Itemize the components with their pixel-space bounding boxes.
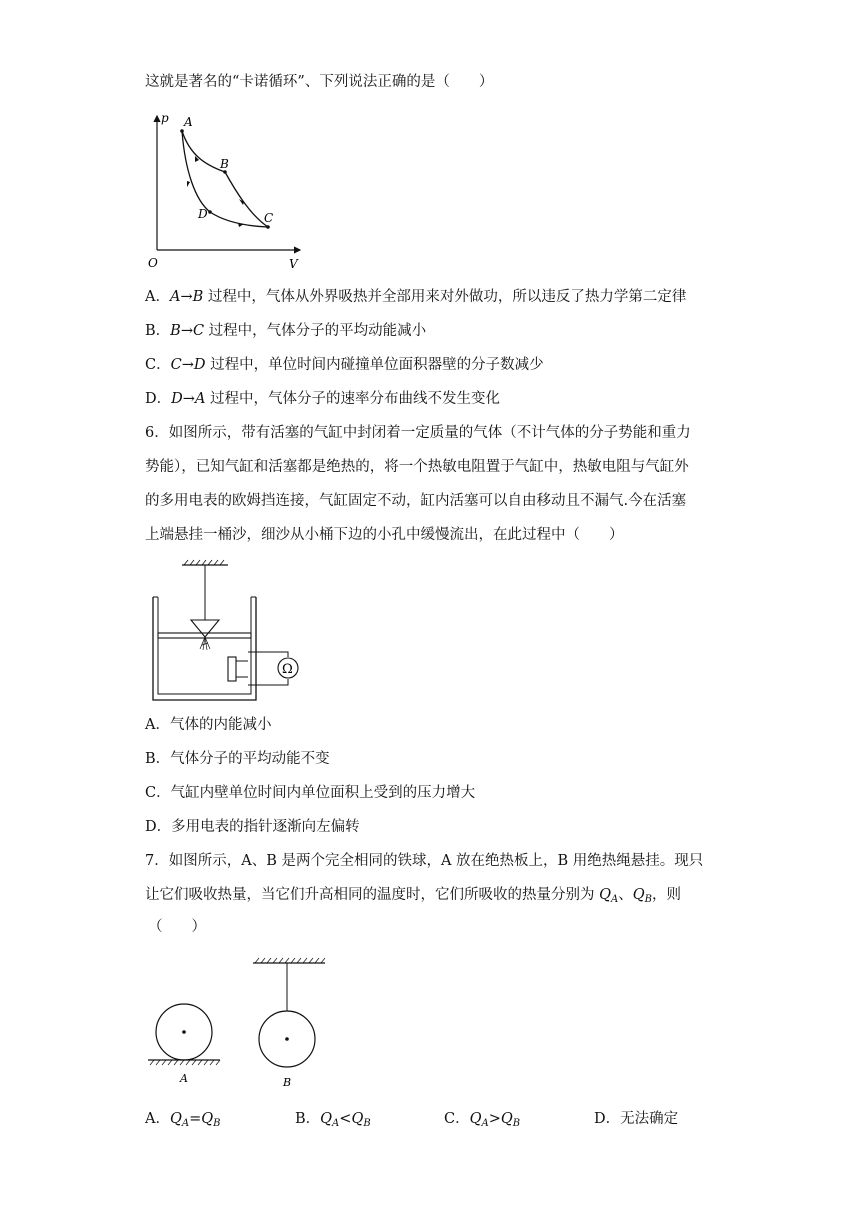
question-intro: 这就是著名的“卡诺循环”、下列说法正确的是（ ） xyxy=(145,74,494,90)
ball-b-center xyxy=(285,1037,289,1041)
y-axis-label: p xyxy=(161,111,169,125)
cylinder-diagram xyxy=(148,557,318,704)
q7-option-d[interactable]: D．无法确定 xyxy=(594,1111,679,1127)
ball-a-center xyxy=(182,1030,186,1034)
label-ball-b: B xyxy=(283,1076,292,1089)
q5-option-c[interactable]: C．C→D 过程中，单位时间内碰撞单位面积器壁的分子数减少 xyxy=(145,357,544,373)
ceiling-b-hatch xyxy=(255,958,325,963)
wire xyxy=(236,661,248,677)
arrow-cd xyxy=(238,223,244,227)
plate-hatch xyxy=(150,1060,220,1065)
q6-stem-line-3: 的多用电表的欧姆挡连接，气缸固定不动，缸内活塞可以自由移动且不漏气.今在活塞 xyxy=(145,493,687,509)
point-a xyxy=(180,129,184,133)
q5-option-b[interactable]: B．B→C 过程中，气体分子的平均动能减小 xyxy=(145,323,427,339)
thermistor xyxy=(228,657,236,681)
label-b: B xyxy=(220,157,229,171)
curve-abc xyxy=(182,131,268,227)
point-c xyxy=(266,225,270,229)
q6-option-c[interactable]: C．气缸内壁单位时间内单位面积上受到的压力增大 xyxy=(145,785,476,801)
label-ball-a: A xyxy=(180,1072,188,1085)
q7-answer-paren: （ ） xyxy=(148,919,206,935)
q7-option-c[interactable]: C．$Q_A>Q_B$ xyxy=(444,1111,521,1129)
q7-stem-line-1: 7．如图所示，A、B 是两个完全相同的铁球，A 放在绝热板上，B 用绝热绳悬挂。现只 xyxy=(145,853,704,869)
ohm-symbol: Ω xyxy=(282,662,293,677)
q6-stem-line-1: 6．如图所示，带有活塞的气缸中封闭着一定质量的气体（不计气体的分子势能和重力 xyxy=(145,425,691,441)
arrow-bc xyxy=(239,199,244,205)
ceiling-hatch xyxy=(184,560,224,565)
arrow-da xyxy=(187,181,190,187)
q5-option-a[interactable]: A．A→B 过程中，气体从外界吸热并全部用来对外做功，所以违反了热力学第二定律 xyxy=(145,289,687,305)
q6-stem-line-4: 上端悬挂一桶沙，细沙从小桶下边的小孔中缓慢流出，在此过程中（ ） xyxy=(145,527,624,543)
label-a: A xyxy=(184,115,193,129)
point-d xyxy=(208,210,212,214)
q7-option-b[interactable]: B．$Q_A<Q_B$ xyxy=(295,1111,371,1129)
x-axis-label: V xyxy=(289,257,298,271)
q7-stem-line-2: 让它们吸收热量，当它们升高相同的温度时，它们所吸收的热量分别为 $Q_A$、$Q_B$，则 xyxy=(145,887,681,905)
q6-option-d[interactable]: D．多用电表的指针逐渐向左偏转 xyxy=(145,819,360,835)
q7-option-a[interactable]: A．$Q_A=Q_B$ xyxy=(145,1111,221,1129)
pv-diagram xyxy=(140,110,310,275)
q5-option-d[interactable]: D．D→A 过程中，气体分子的速率分布曲线不发生变化 xyxy=(145,391,501,407)
q6-option-b[interactable]: B．气体分子的平均动能不变 xyxy=(145,751,330,767)
label-c: C xyxy=(264,211,274,225)
label-d: D xyxy=(198,207,208,221)
balls-diagram xyxy=(140,955,350,1090)
falling-sand xyxy=(200,637,210,650)
curve-adc xyxy=(182,131,268,227)
q6-option-a[interactable]: A．气体的内能减小 xyxy=(145,717,272,733)
origin-label: O xyxy=(148,256,158,270)
q6-stem-line-2: 势能），已知气缸和活塞都是绝热的，将一个热敏电阻置于气缸中，热敏电阻与气缸外 xyxy=(145,459,689,475)
sand-bucket xyxy=(191,620,219,637)
